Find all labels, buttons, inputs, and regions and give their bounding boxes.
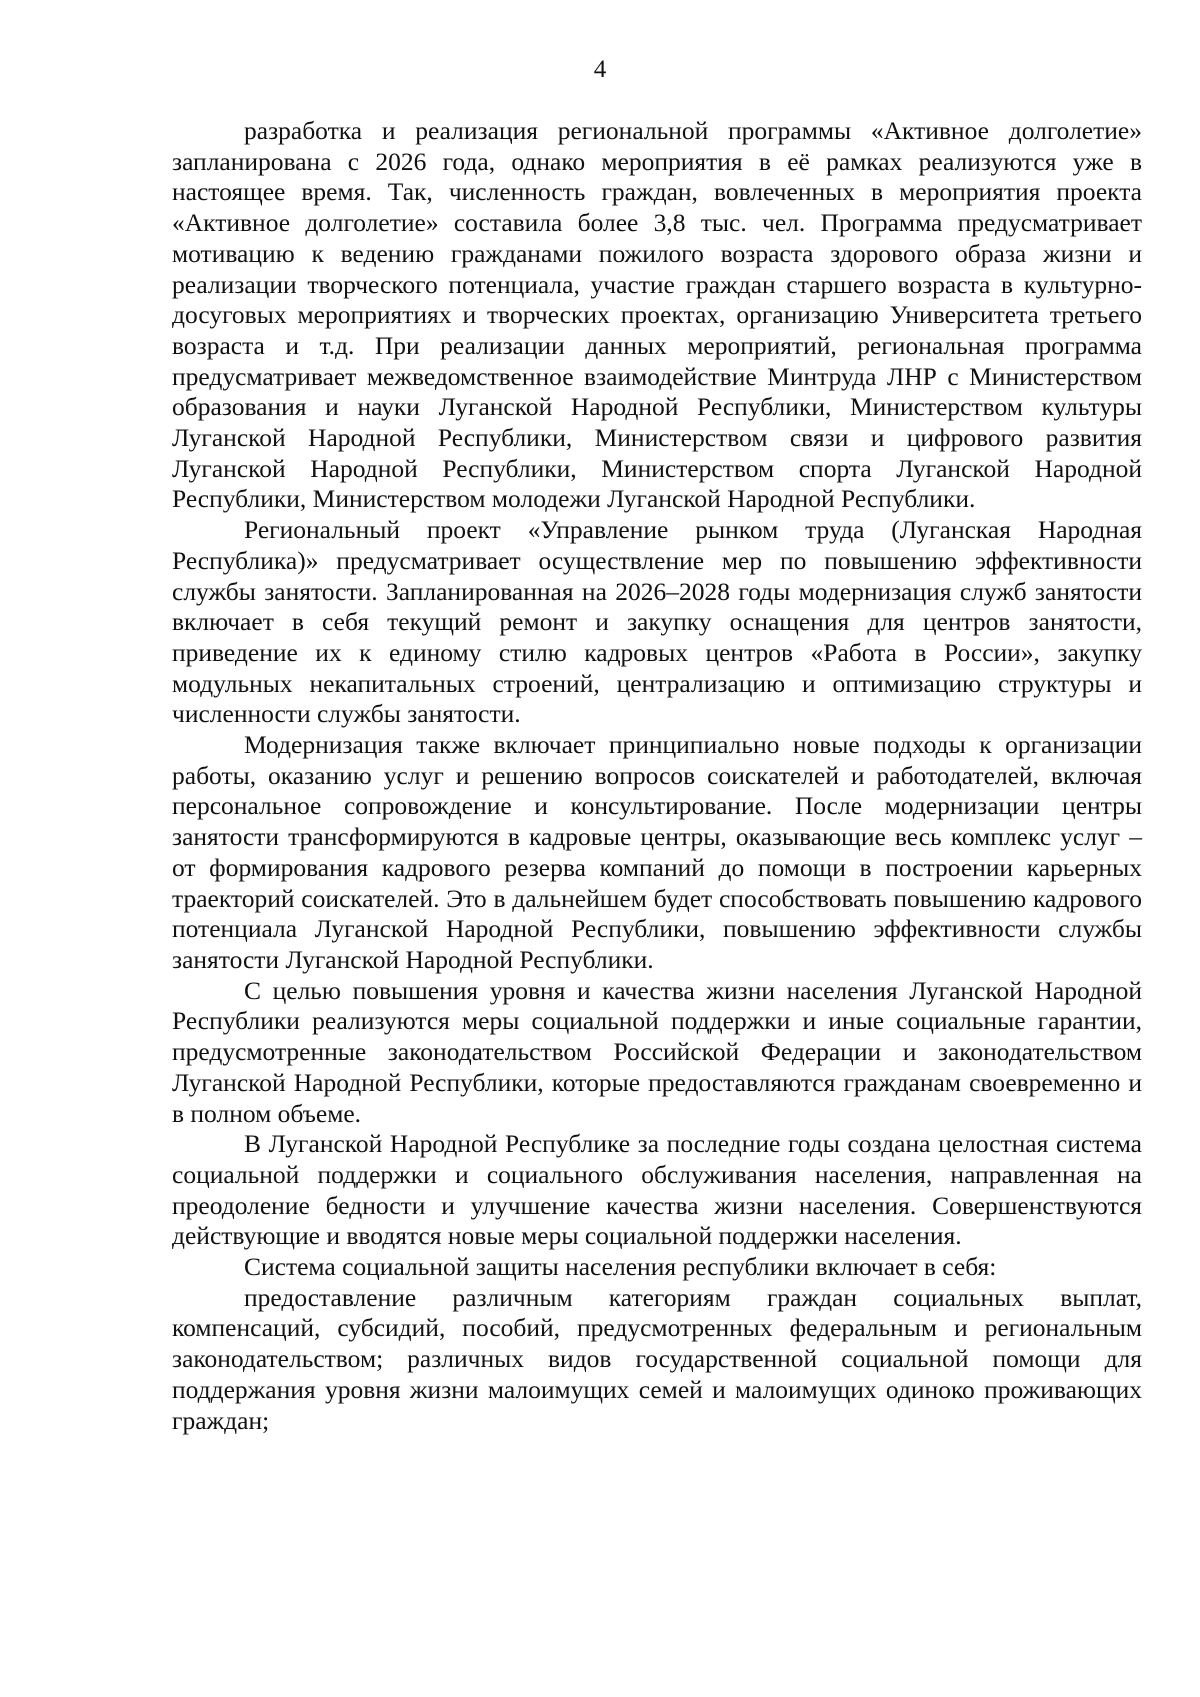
paragraph-labor-market-project: Региональный проект «Управление рынком труда (Луганская Народная Республика)» предусматривает осуществление мер по повышению эффективности службы занятости. Запланированная на 2026–2028 годы модернизация служб занятости включает в себя текущий ремонт и закупку оснащения для центров занятости, приведение их к единому стилю кадровых центров «Работа в России», закупку модульных некапитальных строений, централизацию и оптимизацию структуры и численности службы занятости. — [172, 515, 1142, 729]
paragraph-modernization: Модернизация также включает принципиально новые подходы к организации работы, оказанию услуг и решению вопросов соискателей и работодателей, включая персональное сопровождение и консультирование. После модернизации центры занятости трансформируются в кадровые центры, оказывающие весь комплекс услуг – от формирования кадрового резерва компаний до помощи в построении карьерных траекторий соискателей. Это в дальнейшем будет способствовать повышению кадрового потенциала Луганской Народной Республики, повышению эффективности службы занятости Луганской Народной Республики. — [172, 730, 1142, 974]
paragraph-active-longevity: разработка и реализация региональной программы «Активное долголетие» запланирована с 2026 года, однако мероприятия в её рамках реализуются уже в настоящее время. Так, численность граждан, вовлеченных в мероприятия проекта «Активное долголетие» составила более 3,8 тыс. чел. Программа предусматривает мотивацию к ведению гражданами пожилого возраста здорового образа жизни и реализации творческого потенциала, участие граждан старшего возраста в культурно-досуговых мероприятиях и творческих проектах, организацию Университета третьего возраста и т.д. При реализации данных мероприятий, региональная программа предусматривает межведомственное взаимодействие Минтруда ЛНР с Министерством образования и науки Луганской Народной Республики, Министерством культуры Луганской Народной Республики, Министерством связи и цифрового развития Луганской Народной Республики, Министерством спорта Луганской Народной Республики, Министерством молодежи Луганской Народной Республики. — [172, 116, 1142, 514]
document-body — [172, 116, 1142, 1436]
paragraph-social-support-measures: С целью повышения уровня и качества жизни населения Луганской Народной Республики реализуются меры социальной поддержки и иные социальные гарантии, предусмотренные законодательством Российской Федерации и законодательством Луганской Народной Республики, которые предоставляются гражданам своевременно и в полном объеме. — [172, 975, 1142, 1128]
page-number: 4 — [593, 56, 607, 83]
paragraph-payments-list-item: предоставление различным категориям граждан социальных выплат, компенсаций, субсидий, пособий, предусмотренных федеральным и региональным законодательством; различных видов государственной социальной помощи для поддержания уровня жизни малоимущих семей и малоимущих одиноко проживающих граждан; — [172, 1282, 1142, 1435]
paragraph-system-includes: Система социальной защиты населения республики включает в себя: — [244, 1252, 997, 1282]
paragraph-social-system: В Луганской Народной Республике за последние годы создана целостная система социальной поддержки и социального обслуживания населения, направленная на преодоление бедности и улучшение качества жизни населения. Совершенствуются действующие и вводятся новые меры социальной поддержки населения. — [172, 1129, 1142, 1251]
